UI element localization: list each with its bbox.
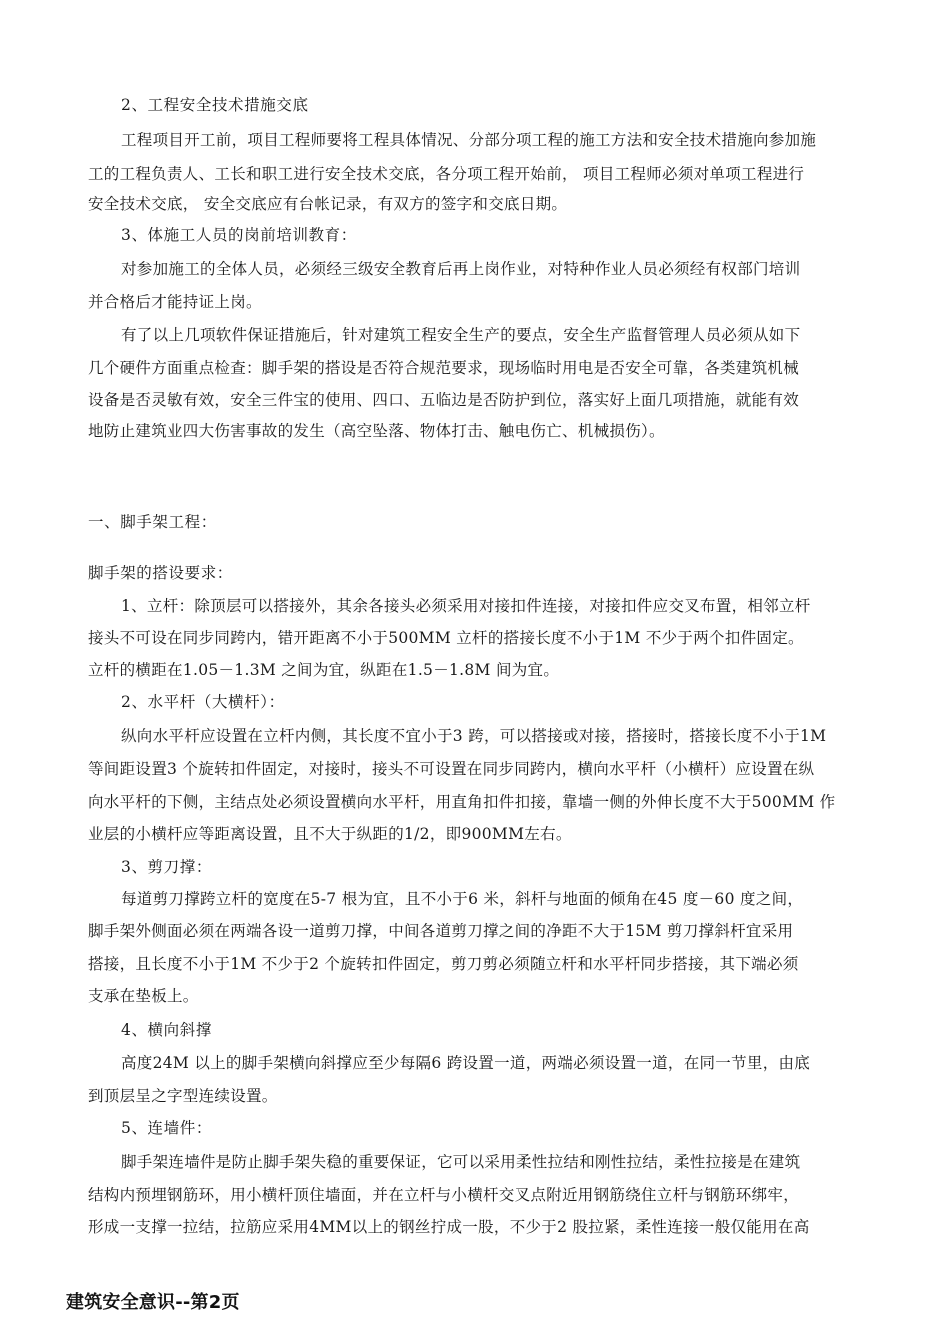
heading-safety-briefing: 2、工程安全技术措施交底: [121, 96, 309, 114]
text-line: 接头不可设在同步同跨内，错开距离不小于500MM 立杆的搭接长度不小于1M 不少于两个扣件固定。: [88, 629, 804, 647]
text-line: 1、立杆：除顶层可以搭接外，其余各接头必须采用对接扣件连接，对接扣件应交叉布置，相邻立杆: [121, 597, 811, 615]
text-line: 等间距设置3 个旋转扣件固定，对接时，接头不可设置在同步同跨内，横向水平杆（小横杆）应设置在纵: [88, 760, 815, 778]
text-line: 业层的小横杆应等距离设置，且不大于纵距的1/2，即900MM左右。: [88, 825, 572, 843]
text-line: 安全技术交底， 安全交底应有台帐记录，有双方的签字和交底日期。: [88, 195, 568, 213]
text-line: 高度24M 以上的脚手架横向斜撑应至少每隔6 跨设置一道，两端必须设置一道，在同一节里，由底: [121, 1054, 811, 1072]
text-line: 设备是否灵敏有效，安全三件宝的使用、四口、五临边是否防护到位，落实好上面几项措施，就能有效: [88, 391, 800, 409]
section-title-scaffolding: 一、脚手架工程：: [88, 513, 217, 531]
text-line: 脚手架连墙件是防止脚手架失稳的重要保证，它可以采用柔性拉结和刚性拉结，柔性拉接是在建筑: [121, 1153, 801, 1171]
text-line: 对参加施工的全体人员，必须经三级安全教育后再上岗作业，对特种作业人员必须经有权部门培训: [121, 260, 801, 278]
text-line: 工程项目开工前，项目工程师要将工程具体情况、分部分项工程的施工方法和安全技术措施向参加施: [121, 131, 817, 149]
text-line: 工的工程负责人、工长和职工进行安全技术交底，各分项工程开始前， 项目工程师必须对单项工程进行: [88, 165, 805, 183]
text-line: 有了以上几项软件保证措施后，针对建筑工程安全生产的要点，安全生产监督管理人员必须从如下: [121, 326, 801, 344]
text-line: 搭接，且长度不小于1M 不少于2 个旋转扣件固定，剪刀剪必须随立杆和水平杆同步搭接，其下端必须: [88, 955, 799, 973]
text-line: 向水平杆的下侧，主结点处必须设置横向水平杆，用直角扣件扣接，靠墙一侧的外伸长度不大于500MM 作: [88, 793, 836, 811]
text-line: 结构内预埋钢筋环，用小横杆顶住墙面，并在立杆与小横杆交叉点附近用钢筋绕住立杆与钢筋环绑牢，: [88, 1186, 800, 1204]
text-line: 到顶层呈之字型连续设置。: [88, 1087, 278, 1105]
heading-wall-ties: 5、连墙件：: [121, 1119, 212, 1137]
text-line: 几个硬件方面重点检查：脚手架的搭设是否符合规范要求，现场临时用电是否安全可靠，各类建筑机械: [88, 359, 800, 377]
text-line: 形成一支撑一拉结，拉筋应采用4MM以上的钢丝拧成一股，不少于2 股拉紧，柔性连接一般仅能用在高: [88, 1218, 810, 1236]
heading-lateral-brace: 4、横向斜撑: [121, 1021, 212, 1039]
text-line: 地防止建筑业四大伤害事故的发生（高空坠落、物体打击、触电伤亡、机械损伤）。: [88, 422, 665, 440]
text-line: 立杆的横距在1.05－1.3M 之间为宜，纵距在1.5－1.8M 间为宜。: [88, 661, 560, 679]
heading-horizontal-bar: 2、水平杆（大横杆）：: [121, 693, 285, 711]
text-line: 纵向水平杆应设置在立杆内侧，其长度不宜小于3 跨，可以搭接或对接，搭接时，搭接长度不小于1M: [121, 727, 827, 745]
text-line: 脚手架外侧面必须在两端各设一道剪刀撑，中间各道剪刀撑之间的净距不大于15M 剪刀撑斜杆宜采用: [88, 922, 794, 940]
heading-cross-brace: 3、剪刀撑：: [121, 858, 212, 876]
text-line: 支承在垫板上。: [88, 987, 199, 1005]
text-line: 每道剪刀撑跨立杆的宽度在5-7 根为宜，且不小于6 米，斜杆与地面的倾角在45 度－60 度之间，: [121, 890, 804, 908]
text-line: 并合格后才能持证上岗。: [88, 293, 262, 311]
subsection-title-requirements: 脚手架的搭设要求：: [88, 564, 233, 582]
page-footer: 建筑安全意识--第2页: [66, 1292, 240, 1313]
heading-training: 3、体施工人员的岗前培训教育：: [121, 226, 357, 244]
